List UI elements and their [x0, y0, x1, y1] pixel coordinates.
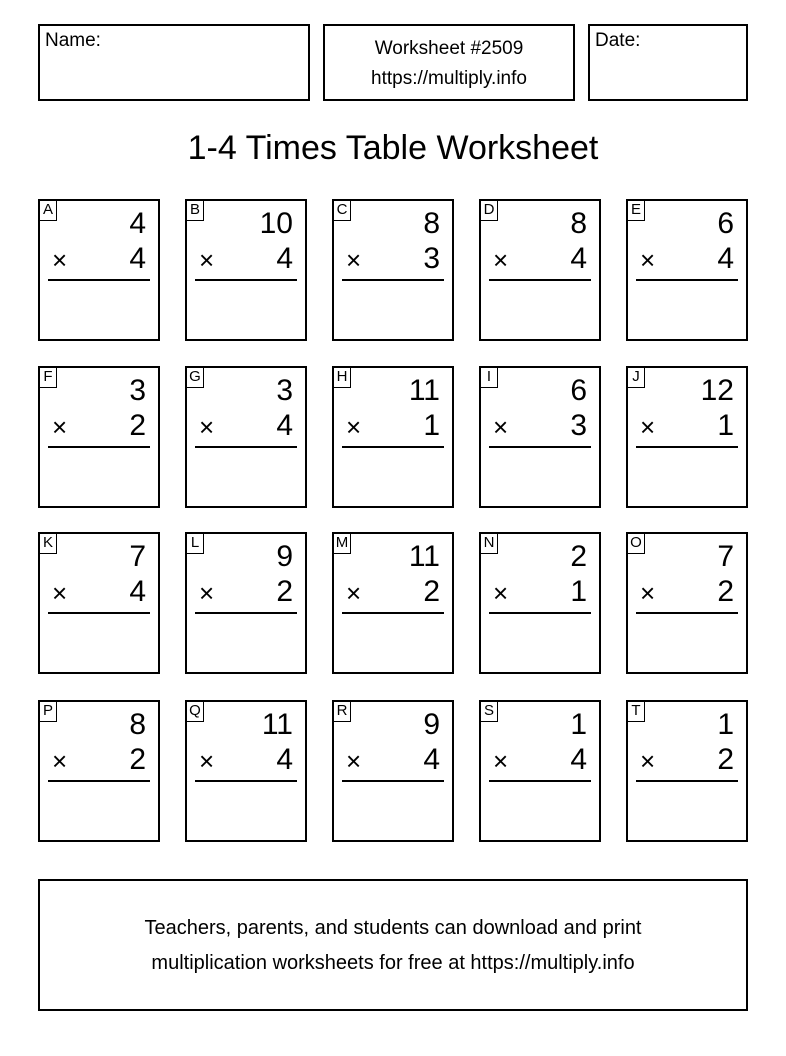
multiplicand: 7 [129, 540, 146, 573]
problem-card [479, 700, 601, 842]
answer-area[interactable] [193, 452, 299, 500]
multiplicand: 1 [717, 708, 734, 741]
multiplier: 1 [423, 409, 440, 442]
problem-label: F [39, 367, 57, 388]
footer-box [38, 879, 748, 1011]
answer-line [342, 446, 444, 448]
times-sign: × [52, 746, 68, 776]
times-sign: × [640, 578, 656, 608]
problem-card [479, 199, 601, 341]
times-sign: × [346, 578, 362, 608]
answer-area[interactable] [193, 285, 299, 333]
multiplier: 4 [423, 743, 440, 776]
times-sign: × [640, 412, 656, 442]
multiplicand: 9 [423, 708, 440, 741]
answer-area[interactable] [46, 786, 152, 834]
problem-label: L [186, 533, 204, 554]
multiplier: 4 [570, 242, 587, 275]
problem-card [38, 366, 160, 508]
answer-line [636, 446, 738, 448]
problem-label: M [333, 533, 351, 554]
multiplicand: 12 [700, 374, 734, 407]
problem-label: T [627, 701, 645, 722]
problem-card [332, 700, 454, 842]
problem-label: K [39, 533, 57, 554]
multiplicand: 6 [570, 374, 587, 407]
answer-line [489, 446, 591, 448]
answer-line [636, 612, 738, 614]
problem-label: D [480, 200, 498, 221]
problem-label: C [333, 200, 351, 221]
multiplier: 2 [423, 575, 440, 608]
answer-line [636, 279, 738, 281]
problem-card [332, 366, 454, 508]
answer-area[interactable] [340, 786, 446, 834]
problem-label: E [627, 200, 645, 221]
date-label: Date: [595, 30, 641, 51]
times-sign: × [493, 412, 509, 442]
page-title: 1-4 Times Table Worksheet [187, 129, 599, 167]
answer-line [489, 612, 591, 614]
problem-label: O [627, 533, 645, 554]
multiplier: 3 [570, 409, 587, 442]
times-sign: × [199, 245, 215, 275]
answer-area[interactable] [634, 618, 740, 666]
answer-line [636, 780, 738, 782]
multiplier: 4 [276, 409, 293, 442]
problem-card [185, 199, 307, 341]
problem-card [185, 700, 307, 842]
problem-card [332, 199, 454, 341]
worksheet-number: Worksheet #2509 [374, 38, 524, 59]
answer-area[interactable] [46, 452, 152, 500]
times-sign: × [52, 578, 68, 608]
multiplier: 1 [570, 575, 587, 608]
problem-label: B [186, 200, 204, 221]
multiplicand: 9 [276, 540, 293, 573]
times-sign: × [346, 746, 362, 776]
answer-area[interactable] [340, 618, 446, 666]
answer-area[interactable] [487, 452, 593, 500]
multiplicand: 1 [570, 708, 587, 741]
multiplier: 4 [129, 242, 146, 275]
multiplier: 4 [276, 743, 293, 776]
answer-line [195, 446, 297, 448]
times-sign: × [199, 746, 215, 776]
multiplicand: 11 [408, 540, 440, 573]
name-label: Name: [45, 30, 101, 51]
multiplicand: 7 [717, 540, 734, 573]
problem-card [332, 532, 454, 674]
multiplicand: 2 [570, 540, 587, 573]
multiplier: 4 [570, 743, 587, 776]
multiplier: 2 [129, 743, 146, 776]
answer-area[interactable] [487, 786, 593, 834]
multiplier: 2 [717, 575, 734, 608]
answer-area[interactable] [634, 786, 740, 834]
problem-card [626, 199, 748, 341]
problem-card [479, 532, 601, 674]
answer-area[interactable] [46, 618, 152, 666]
worksheet-url: https://multiply.info [371, 68, 527, 89]
times-sign: × [199, 578, 215, 608]
times-sign: × [346, 245, 362, 275]
problem-card [38, 532, 160, 674]
multiplier: 2 [276, 575, 293, 608]
multiplicand: 3 [129, 374, 146, 407]
times-sign: × [493, 245, 509, 275]
problem-card [185, 366, 307, 508]
problem-card [185, 532, 307, 674]
times-sign: × [493, 746, 509, 776]
multiplier: 4 [276, 242, 293, 275]
answer-area[interactable] [193, 786, 299, 834]
answer-line [489, 279, 591, 281]
answer-area[interactable] [634, 452, 740, 500]
times-sign: × [640, 746, 656, 776]
footer-text-line-1: Teachers, parents, and students can download and print [144, 917, 642, 939]
problem-label: A [39, 200, 57, 221]
answer-area[interactable] [193, 618, 299, 666]
answer-area[interactable] [340, 452, 446, 500]
multiplicand: 8 [570, 207, 587, 240]
problem-label: H [333, 367, 351, 388]
problem-label: P [39, 701, 57, 722]
problem-card [626, 366, 748, 508]
problem-label: G [186, 367, 204, 388]
multiplier: 2 [717, 743, 734, 776]
times-sign: × [199, 412, 215, 442]
times-sign: × [493, 578, 509, 608]
multiplier: 4 [717, 242, 734, 275]
answer-line [489, 780, 591, 782]
times-sign: × [346, 412, 362, 442]
problem-card [626, 700, 748, 842]
answer-area[interactable] [487, 618, 593, 666]
multiplicand: 8 [129, 708, 146, 741]
multiplier: 2 [129, 409, 146, 442]
problem-label: N [480, 533, 498, 554]
problem-card [38, 700, 160, 842]
answer-area[interactable] [487, 285, 593, 333]
answer-line [342, 612, 444, 614]
multiplicand: 11 [408, 374, 440, 407]
answer-area[interactable] [340, 285, 446, 333]
answer-line [195, 279, 297, 281]
answer-line [48, 780, 150, 782]
multiplicand: 8 [423, 207, 440, 240]
times-sign: × [52, 245, 68, 275]
multiplier: 1 [717, 409, 734, 442]
times-sign: × [640, 245, 656, 275]
answer-line [342, 780, 444, 782]
answer-area[interactable] [46, 285, 152, 333]
multiplicand: 6 [717, 207, 734, 240]
multiplicand: 4 [129, 207, 146, 240]
problem-label: S [480, 701, 498, 722]
answer-line [48, 446, 150, 448]
problem-label: Q [186, 701, 204, 722]
problem-label: J [627, 367, 645, 388]
answer-line [195, 780, 297, 782]
answer-line [195, 612, 297, 614]
multiplier: 4 [129, 575, 146, 608]
problem-label: I [480, 367, 498, 388]
answer-line [48, 279, 150, 281]
multiplicand: 10 [259, 207, 293, 240]
answer-area[interactable] [634, 285, 740, 333]
problem-card [38, 199, 160, 341]
answer-line [48, 612, 150, 614]
footer-text-line-2: multiplication worksheets for free at https://multiply.info [151, 952, 635, 974]
multiplicand: 3 [276, 374, 293, 407]
multiplier: 3 [423, 242, 440, 275]
problem-label: R [333, 701, 351, 722]
multiplicand: 11 [261, 708, 293, 741]
problem-card [479, 366, 601, 508]
problem-card [626, 532, 748, 674]
times-sign: × [52, 412, 68, 442]
answer-line [342, 279, 444, 281]
